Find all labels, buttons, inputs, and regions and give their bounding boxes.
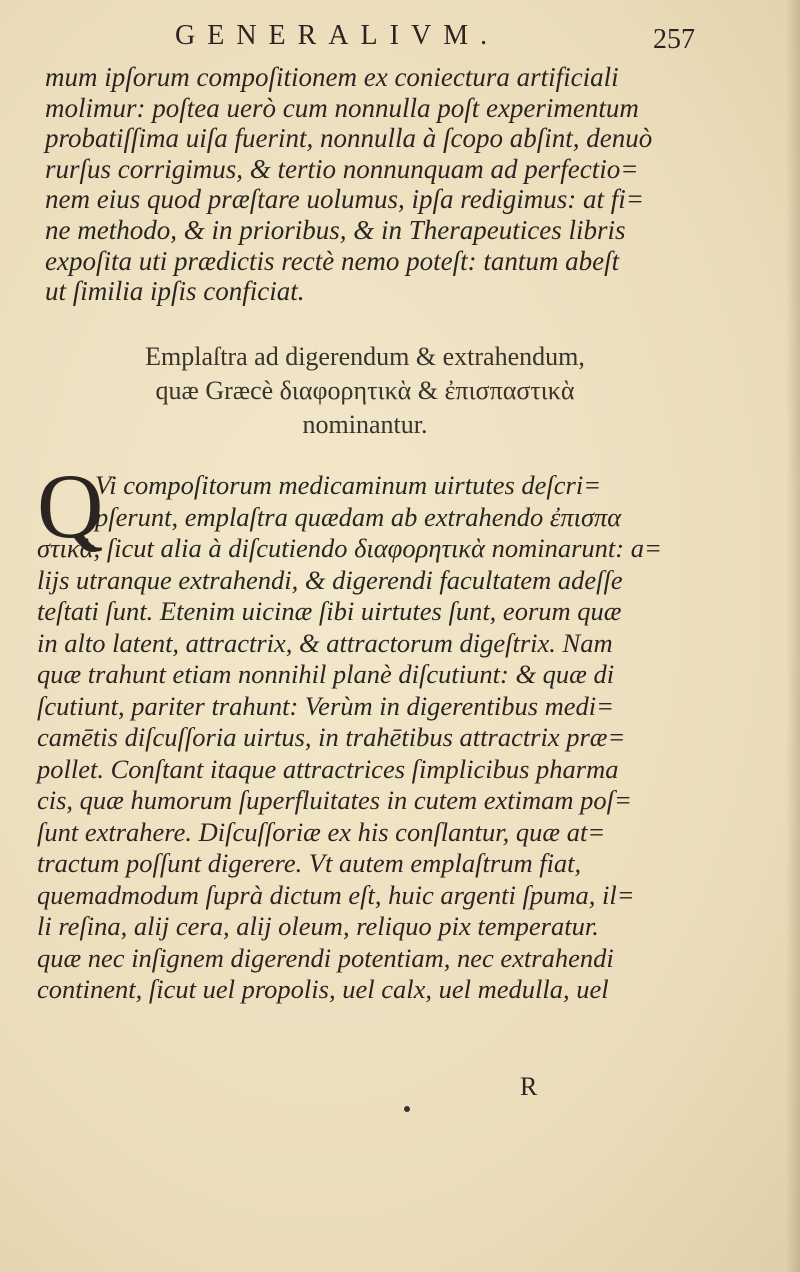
text-line: in alto latent, attractrix, & attractorum digeſtrix. Nam	[37, 627, 613, 658]
heading-line: quæ Græcè διαφορητικὰ & ἐπισπαστικὰ	[155, 376, 575, 405]
text-line: ſunt extrahere. Diſcuſſoriæ ex his conſlantur, quæ at=	[37, 816, 606, 847]
text-line: tractum poſſunt digerere. Vt autem emplaſtrum fiat,	[37, 848, 582, 878]
text-line: pſerunt, emplaſtra quædam ab extrahendo ἐπισπα	[95, 501, 622, 532]
text-line: expoſita uti prædictis rectè nemo poteſt: tantum abeſt	[45, 245, 620, 276]
page-edge-shadow	[786, 0, 800, 1272]
text-line: στικὰ, ſicut alia à diſcutiendo διαφορητικὰ nominarunt: a=	[37, 533, 662, 563]
text-line: quæ trahunt etiam nonnihil planè diſcutiunt: & quæ di	[37, 659, 615, 689]
text-line: ut ſimilia ipſis conficiat.	[45, 276, 305, 307]
section-heading	[60, 340, 670, 442]
text-line: pollet. Conſtant itaque attractrices ſimplicibus pharma	[37, 753, 619, 784]
drop-cap: Q	[37, 455, 104, 557]
text-line: Vi compoſitorum medicaminum uirtutes deſcri=	[95, 470, 602, 500]
text-line: molimur: poſtea uerò cum nonnulla poſt experimentum	[45, 92, 639, 123]
text-line: camētis diſcuſſoria uirtus, in trahētibus attractrix præ=	[37, 722, 626, 752]
ornament-dot	[404, 1106, 410, 1112]
body-paragraph	[37, 455, 687, 1006]
text-line: cis, quæ humorum ſuperfluitates in cutem extimam poſ=	[37, 785, 632, 815]
text-line: continent, ſicut uel propolis, uel calx, uel medulla, uel	[37, 974, 609, 1004]
top-paragraph	[45, 62, 685, 307]
text-line: quæ nec inſignem digerendi potentiam, nec extrahendi	[37, 942, 614, 973]
text-line: quemadmodum ſuprà dictum eſt, huic argenti ſpuma, il=	[37, 879, 635, 910]
text-line: nem eius quod præſtare uolumus, ipſa redigimus: at fi=	[45, 184, 644, 215]
text-line: teſtati ſunt. Etenim uicinæ ſibi uirtutes ſunt, eorum quæ	[37, 596, 622, 626]
running-title: GENERALIVM.	[175, 20, 500, 51]
page-number: 257	[653, 24, 695, 55]
text-line: ſcutiunt, pariter trahunt: Verùm in digerentibus medi=	[37, 690, 615, 721]
text-line: ne methodo, & in prioribus, & in Therapeutices libris	[45, 214, 626, 245]
heading-line: nominantur.	[302, 410, 428, 439]
text-line: lijs utranque extrahendi, & digerendi facultatem adeſſe	[37, 564, 623, 595]
text-line: rurſus corrigimus, & tertio nonnunquam ad perfectio=	[45, 153, 639, 184]
text-line: probatiſſima uiſa fuerint, nonnulla à ſcopo abſint, denuò	[45, 123, 653, 154]
page-header	[175, 20, 695, 60]
text-line: li reſina, alij cera, alij oleum, reliquo pix temperatur.	[37, 911, 599, 941]
text-line: mum ipſorum compoſitionem ex coniectura artificiali	[45, 62, 619, 92]
heading-line: Emplaſtra ad digerendum & extrahendum,	[145, 342, 585, 371]
catchword: R	[520, 1072, 538, 1101]
